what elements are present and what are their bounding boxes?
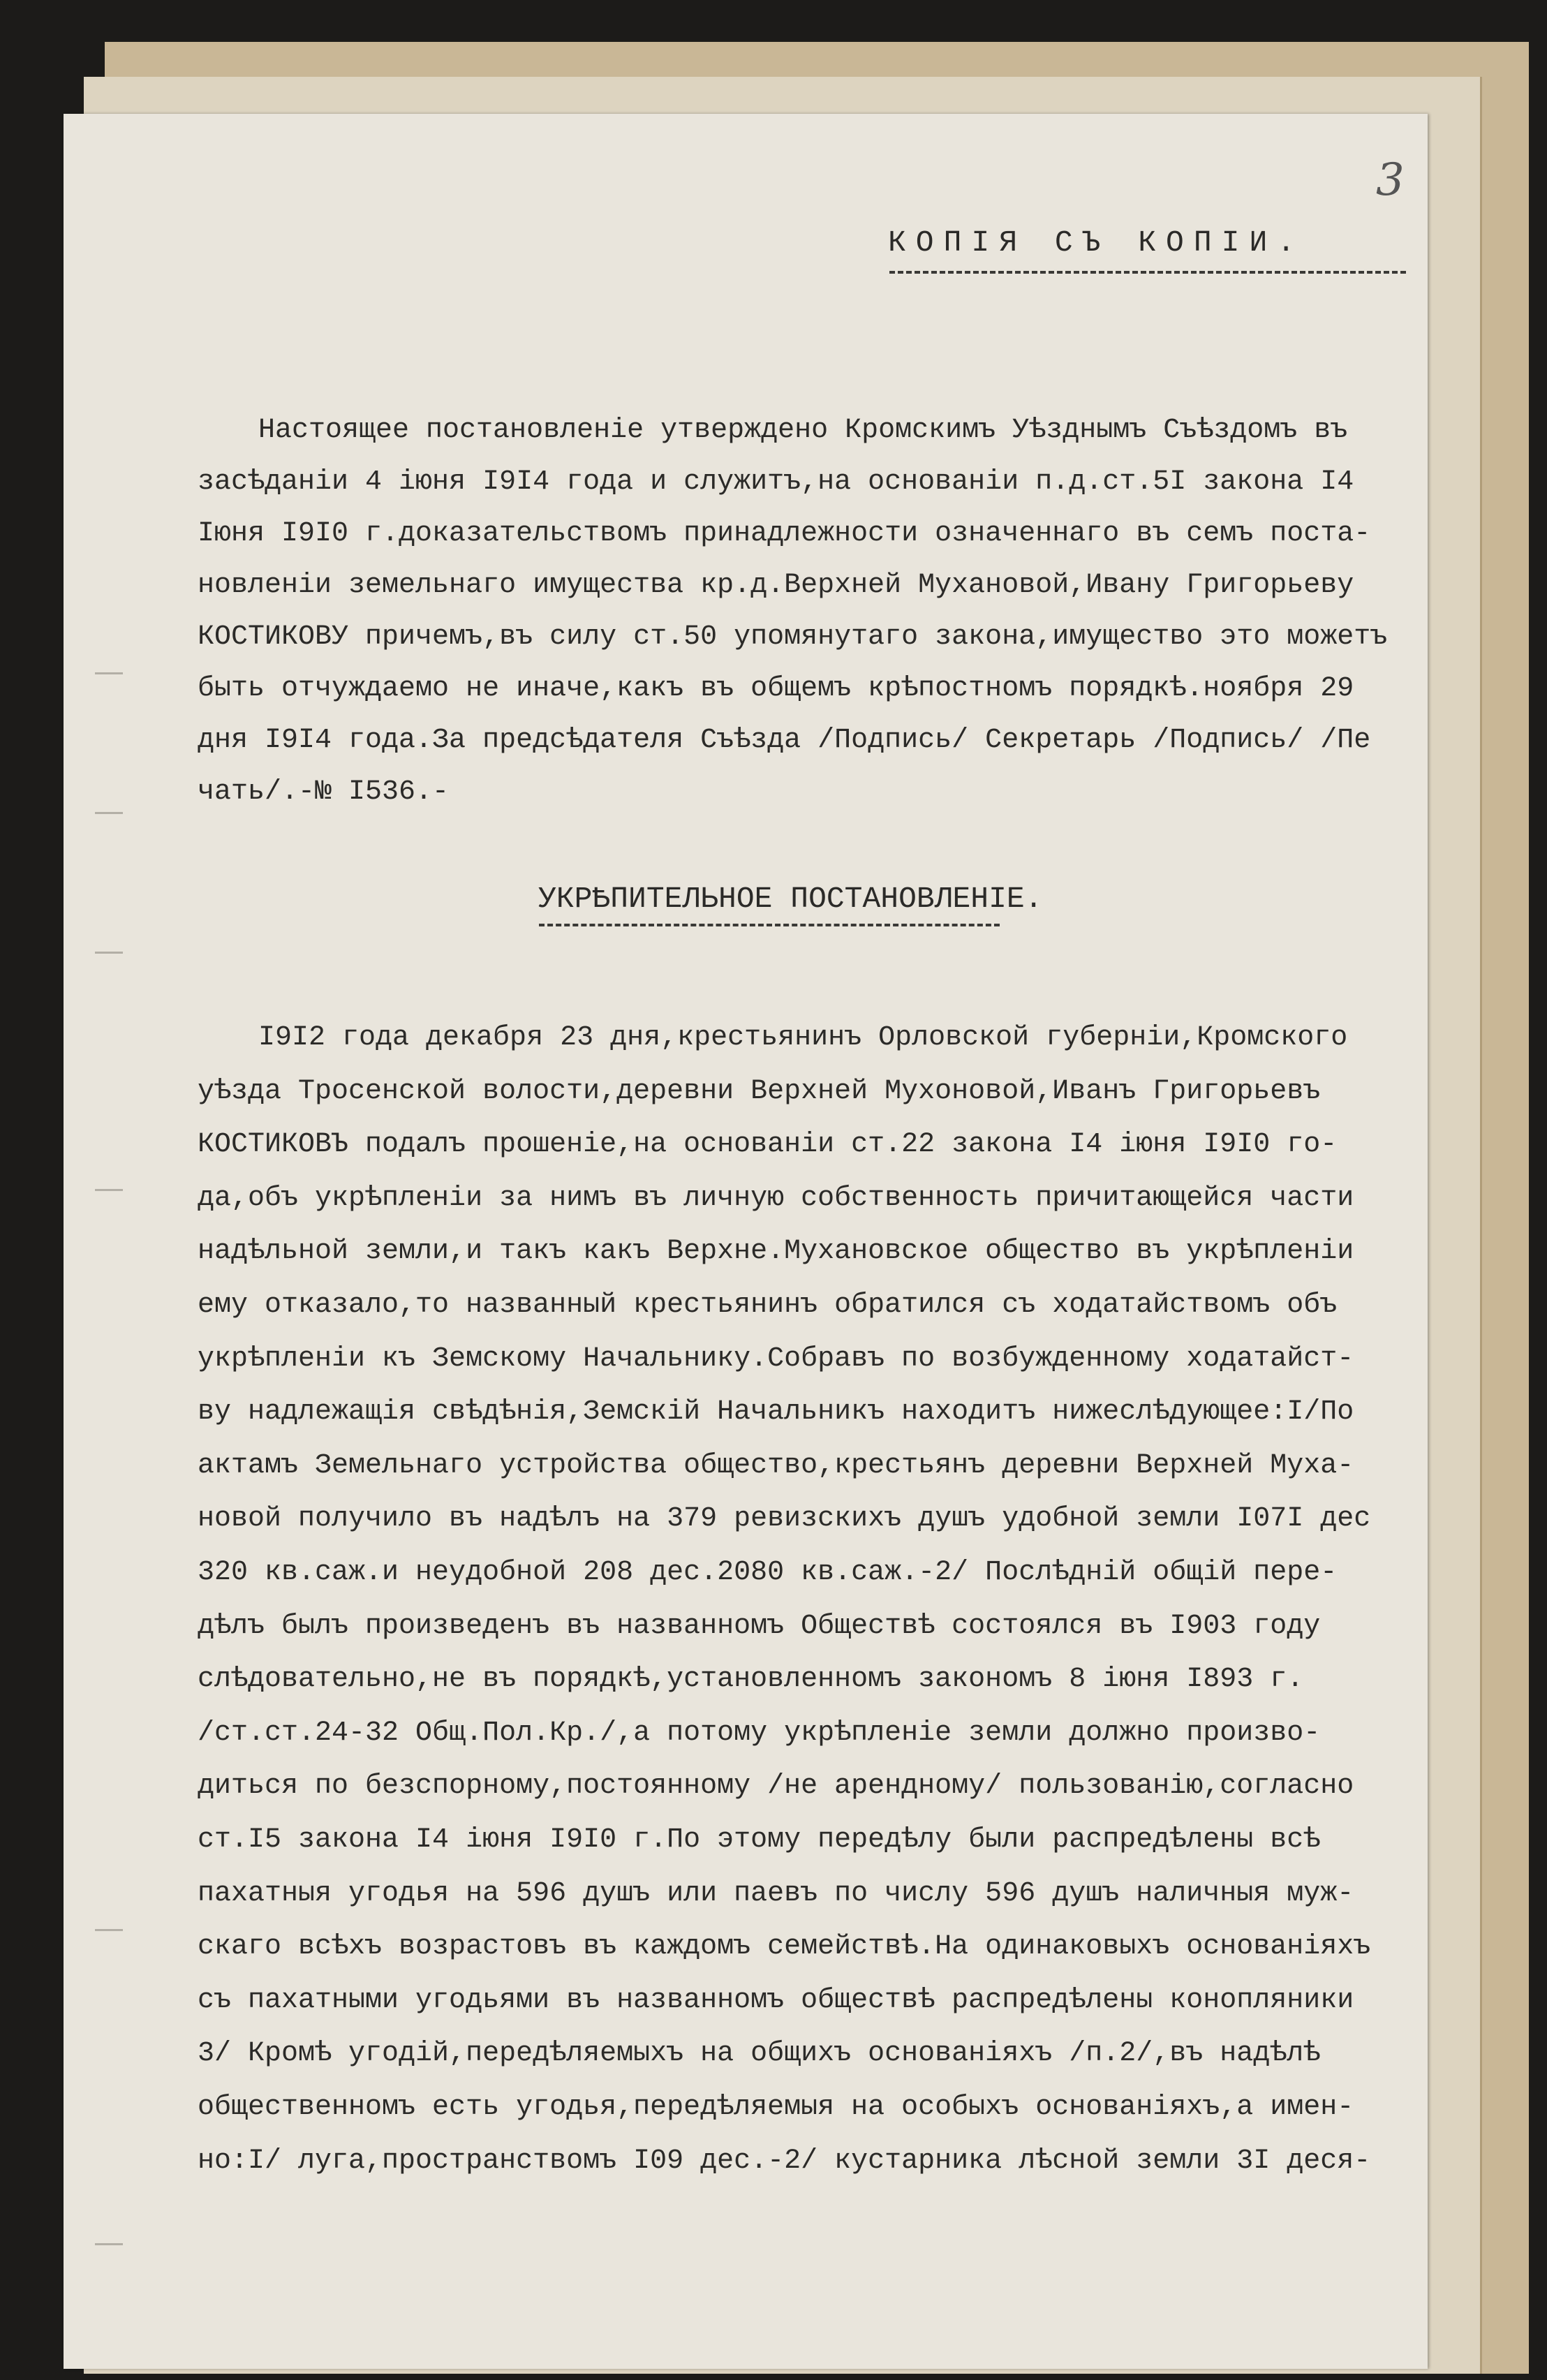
text-line: общественномъ есть угодья,передѣляемыя на особыхъ основаніяхъ,а имен-: [198, 2092, 1354, 2123]
margin-mark: [95, 952, 123, 954]
document-title: КОПІЯ СЪ КОПІИ.: [888, 226, 1305, 260]
page-number: 3: [1376, 154, 1405, 206]
text-line: Іюня І9І0 г.доказательствомъ принадлежности означеннаго въ семъ поста-: [198, 518, 1371, 549]
margin-mark: [95, 812, 123, 814]
text-line: 320 кв.саж.и неудобной 208 дес.2080 кв.саж.-2/ Послѣдній общій пере-: [198, 1557, 1338, 1588]
text-line: КОСТИКОВЪ подалъ прошеніе,на основаніи ст.22 закона І4 іюня І9І0 го-: [198, 1129, 1338, 1160]
text-line: актамъ Земельнаго устройства общество,крестьянъ деревни Верхней Муха-: [198, 1450, 1354, 1481]
margin-mark: [95, 2243, 123, 2245]
text-line: дня І9І4 года.За предсѣдателя Съѣзда /Подпись/ Секретарь /Подпись/ /Пе: [198, 725, 1371, 756]
text-line: пахатныя угодья на 596 душъ или паевъ по числу 596 душъ наличныя муж-: [198, 1878, 1354, 1909]
text-line: но:І/ луга,пространствомъ І09 дес.-2/ кустарника лѣсной земли 3І деся-: [198, 2145, 1371, 2177]
text-line: уѣзда Тросенской волости,деревни Верхней Мухоновой,Иванъ Григорьевъ: [198, 1076, 1321, 1107]
text-line: съ пахатными угодьями въ названномъ обществѣ распредѣлены конопляники: [198, 1985, 1354, 2016]
document-page: [64, 114, 1428, 2369]
text-line: слѣдовательно,не въ порядкѣ,установленномъ закономъ 8 іюня І893 г.: [198, 1664, 1304, 1695]
section-heading: УКРѢПИТЕЛЬНОЕ ПОСТАНОВЛЕНІЕ.: [538, 882, 1043, 916]
text-line: укрѣпленіи къ Земскому Начальнику.Собравъ по возбужденному ходатайст-: [198, 1343, 1354, 1375]
text-line: быть отчуждаемо не иначе,какъ въ общемъ крѣпостномъ порядкѣ.ноября 29: [198, 673, 1354, 704]
text-line: новой получило въ надѣлъ на 379 ревизскихъ душъ удобной земли І07І дес: [198, 1503, 1371, 1535]
text-line: ву надлежащія свѣдѣнія,Земскій Начальникъ находитъ нижеслѣдующее:І/По: [198, 1396, 1354, 1428]
text-line: надѣльной земли,и такъ какъ Верхне.Мухановское общество въ укрѣпленіи: [198, 1236, 1354, 1267]
heading-underline: [539, 924, 1000, 926]
margin-mark: [95, 1189, 123, 1191]
text-line: диться по безспорному,постоянному /не арендному/ пользованію,согласно: [198, 1771, 1354, 1802]
text-line: /ст.ст.24-32 Общ.Пол.Кр./,а потому укрѣпленіе земли должно произво-: [198, 1717, 1321, 1749]
text-line: скаго всѣхъ возрастовъ въ каждомъ семействѣ.На одинаковыхъ основаніяхъ: [198, 1931, 1371, 1963]
text-line: дѣлъ былъ произведенъ въ названномъ Обществѣ состоялся въ І903 году: [198, 1611, 1321, 1642]
text-line: ст.І5 закона І4 іюня І9І0 г.По этому передѣлу были распредѣлены всѣ: [198, 1824, 1321, 1856]
text-line: ему отказало,то названный крестьянинъ обратился съ ходатайствомъ объ: [198, 1289, 1338, 1321]
title-underline: [889, 271, 1406, 274]
margin-mark: [95, 1929, 123, 1931]
text-line: 3/ Кромѣ угодій,передѣляемыхъ на общихъ основаніяхъ /п.2/,въ надѣлѣ: [198, 2038, 1321, 2069]
text-line: Настоящее постановленіе утверждено Кромскимъ Уѣзднымъ Съѣздомъ въ: [258, 415, 1348, 446]
text-line: да,объ укрѣпленіи за нимъ въ личную собственность причитающейся части: [198, 1183, 1354, 1214]
text-line: чать/.-№ І536.-: [198, 776, 450, 808]
text-line: засѣданіи 4 іюня І9І4 года и служитъ,на основаніи п.д.ст.5І закона І4: [198, 466, 1354, 498]
text-line: КОСТИКОВУ причемъ,въ силу ст.50 упомянутаго закона,имущество это можетъ: [198, 621, 1388, 653]
text-line: І9І2 года декабря 23 дня,крестьянинъ Орловской губерніи,Кромского: [258, 1022, 1348, 1054]
margin-mark: [95, 672, 123, 674]
text-line: новленіи земельнаго имущества кр.д.Верхней Мухановой,Ивану Григорьеву: [198, 570, 1354, 601]
